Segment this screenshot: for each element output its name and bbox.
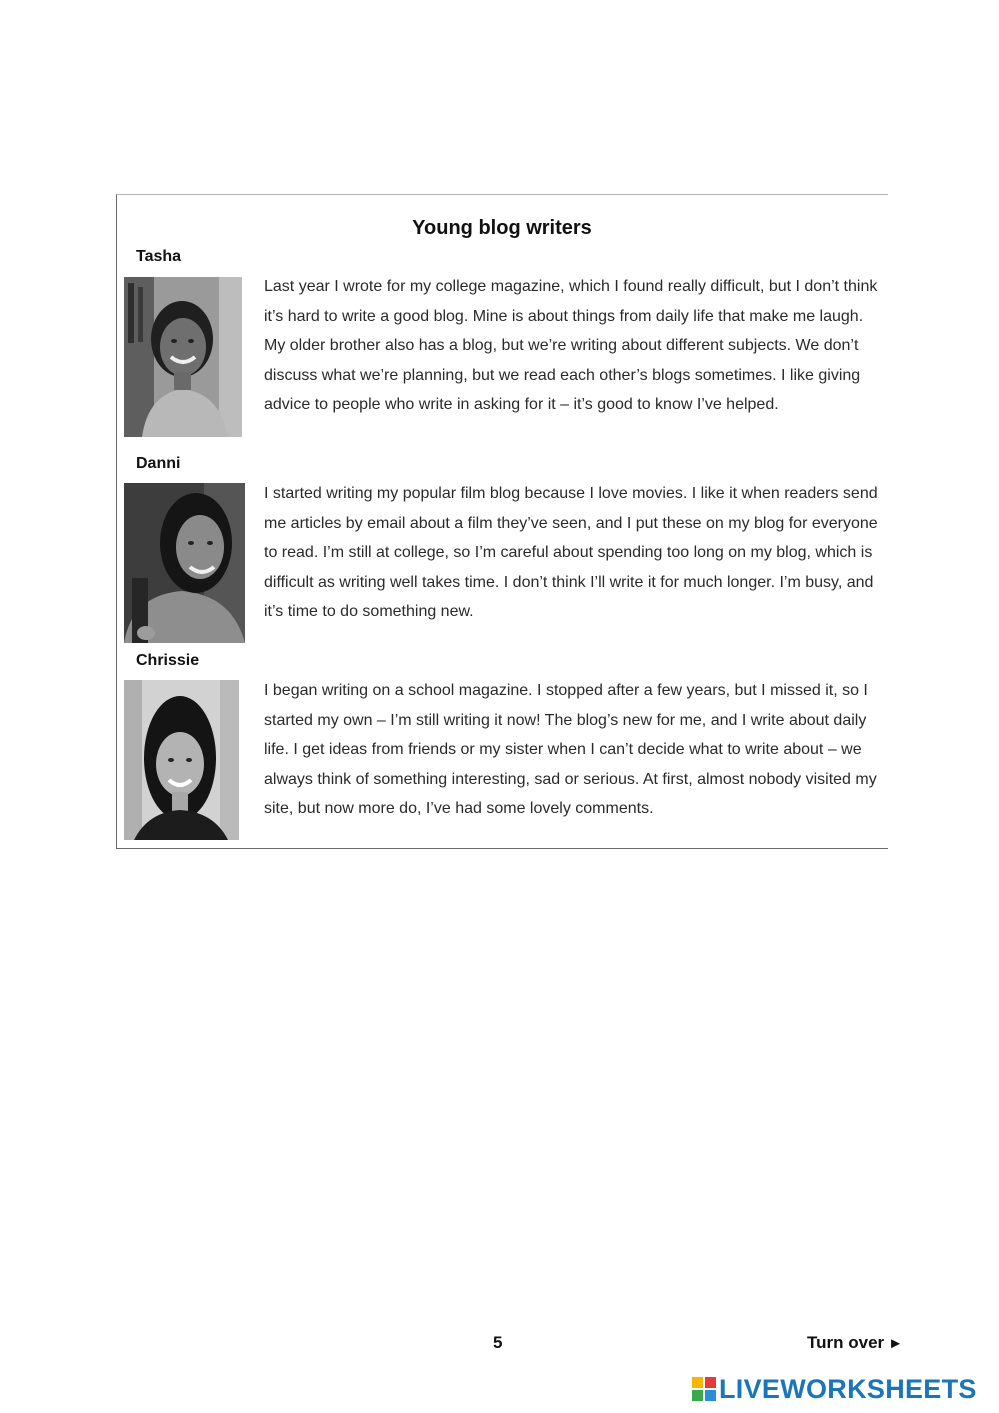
chrissie-photo (124, 680, 239, 840)
article-panel (116, 194, 888, 849)
turn-over-label (807, 1333, 903, 1353)
writer-name-chrissie: Chrissie (136, 652, 200, 669)
writer-text-tasha: Last year I wrote for my college magazine, which I found really difficult, but I don’t think it’s hard to write a good blog. Mine is about things from daily life that make me laugh. My older brother also has a blog, but we’re writing about different subjects. We don’t discuss what we’re planning, but we read each other’s blogs sometimes. I like giving advice to people who write in asking for it – it’s good to know I’ve helped. (264, 278, 878, 414)
writer-name-tasha: Tasha (136, 248, 182, 265)
writer-name-danni: Danni (136, 455, 181, 472)
turn-over-text: Turn over (807, 1333, 885, 1352)
tasha-photo (124, 277, 242, 437)
writer-text-chrissie: I began writing on a school magazine. I stopped after a few years, but I missed it, so I started my own – I’m still writing it now! The blog’s new for me, and I write about daily life. I get ideas from friends or my sister when I can’t decide what to write about – we always think of something interesting, sad or serious. At first, almost nobody visited my site, but now more do, I’ve had some lovely comments. (264, 682, 877, 818)
danni-photo (124, 483, 245, 643)
brand-name: LIVEWORKSHEETS (719, 1373, 977, 1404)
liveworksheets-brand (692, 1374, 977, 1404)
article-title: Young blog writers (412, 217, 592, 239)
liveworksheets-logo-icon (692, 1377, 716, 1401)
writer-text-danni: I started writing my popular film blog because I love movies. I like it when readers send me articles by email about a film they’ve seen, and I put these on my blog for everyone to read. I’m still at college, so I’m careful about spending too long on my blog, which is difficult as writing well takes time. I don’t think I’ll write it for much longer. I’m busy, and it’s time to do something new. (264, 485, 878, 621)
page-number: 5 (493, 1333, 503, 1352)
right-triangle-icon: ► (888, 1335, 903, 1352)
